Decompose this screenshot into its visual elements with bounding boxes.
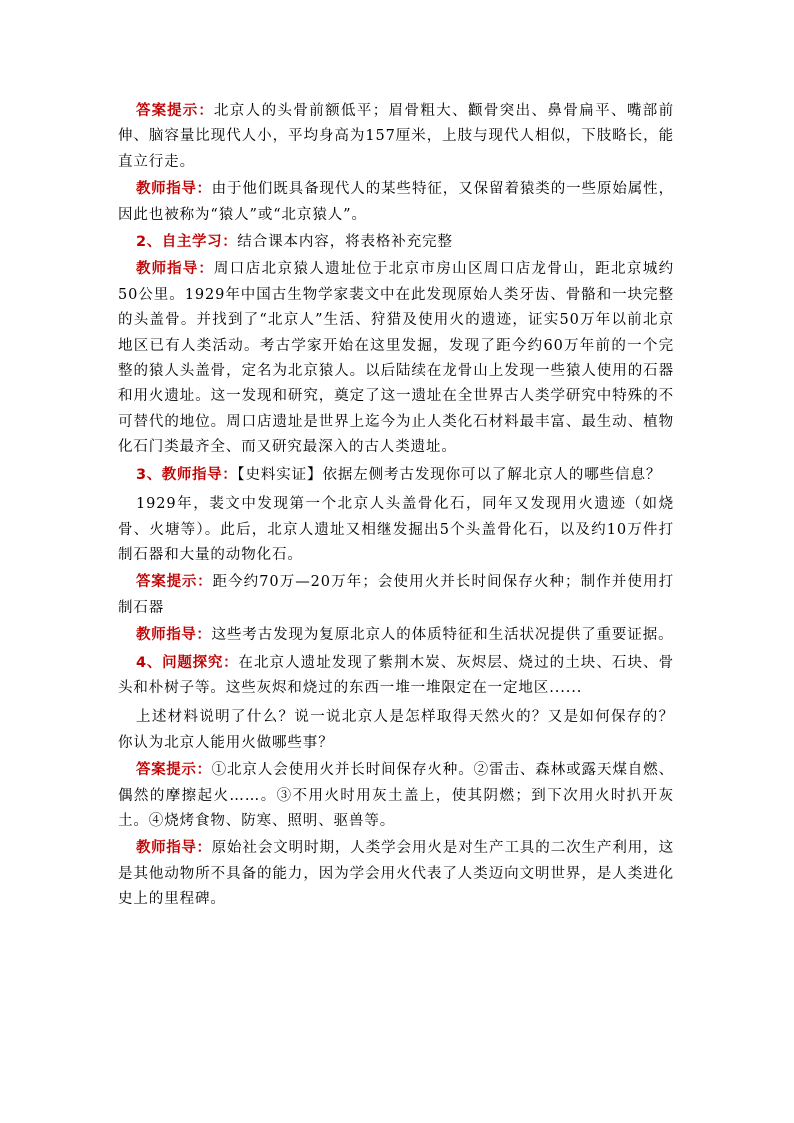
paragraph-text: 1929年，裴文中发现第一个北京人头盖骨化石，同年又发现用火遗迹（如烧骨、火塘等）。此后，北京人遗址又相继发掘出5个头盖骨化石，以及约10万件打制石器和大量的动物化石。 xyxy=(118,496,674,563)
teacher-guide-label: 教师指导： xyxy=(136,181,212,198)
problem-inquiry-label: 4、问题探究： xyxy=(136,654,239,671)
paragraph-teacher-guide-2 xyxy=(118,257,674,460)
answer-hint-label: 答案提示： xyxy=(136,103,214,119)
paragraph-text: 由于他们既具备现代人的某些特征，又保留着猿类的一些原始属性，因此也被称为“猿人”或“北京猿人”。 xyxy=(118,181,675,223)
answer-hint-label: 答案提示： xyxy=(136,762,212,779)
paragraph-answer-hint-3 xyxy=(118,758,674,834)
self-study-label: 2、自主学习： xyxy=(136,234,238,251)
paragraph-text: 周口店北京猿人遗址位于北京市房山区周口店龙骨山，距北京城约50公里。1929年中国古生物学家裴文中在此发现原始人类牙齿、骨骼和一块完整的头盖骨。并找到了“北京人”生活、狩猎及使用火的遗迹，证实50万年以前北京地区已有人类活动。考古学家开始在这里发掘，发现了距今约60万年前的一个完整的猿人头盖骨，定名为北京猿人。以后陆续在龙骨山上发现一些猿人使用的石器和用火遗址。这一发现和研究，奠定了这一遗址在全世界古人类学研究中特殊的不可替代的地位。周口店遗址是世界上迄今为止人类化石材料最丰富、最生动、植物化石门类最齐全、而又研究最深入的古人类遗址。 xyxy=(118,261,675,456)
paragraph-text: 上述材料说明了什么？说一说北京人是怎样取得天然火的？又是如何保存的？你认为北京人能用火做哪些事？ xyxy=(118,709,674,751)
paragraph-historical-material xyxy=(118,492,674,568)
answer-hint-label: 答案提示： xyxy=(136,574,213,591)
paragraph-text: 北京人的头骨前额低平；眉骨粗大、颧骨突出、鼻骨扁平、嘴部前伸、脑容量比现代人小，平均身高为157厘米，上肢与现代人相似，下肢略长，能直立行走。 xyxy=(118,103,675,170)
document-body xyxy=(118,99,674,913)
paragraph-text: 原始社会文明时期，人类学会用火是对生产工具的二次生产利用，这是其他动物所不具备的能力，因为学会用火代表了人类迈向文明世界，是人类进化史上的里程碑。 xyxy=(118,840,675,908)
paragraph-text: 结合课本内容，将表格补充完整 xyxy=(237,234,453,251)
paragraph-text: 距今约70万—20万年；会使用火并长时间保存火种；制作并使用打制石器 xyxy=(118,574,674,616)
paragraph-teacher-guide-1 xyxy=(118,177,674,228)
paragraph-text: 【史料实证】依据左侧考古发现你可以了解北京人的哪些信息？ xyxy=(237,466,662,483)
paragraph-text: ①北京人会使用火并长时间保存火种。②雷击、森林或露天煤自燃、偶然的摩擦起火……。③不用火时用灰土盖上，使其阴燃；到下次用火时扒开灰土。④烧烤食物、防寒、照明、驱兽等。 xyxy=(118,762,675,829)
paragraph-problem-inquiry xyxy=(118,651,674,702)
teacher-guide-label: 教师指导： xyxy=(136,261,214,278)
paragraph-answer-hint-1 xyxy=(118,99,674,175)
paragraph-text: 这些考古发现为复原北京人的体质特征和生活状况提供了重要证据。 xyxy=(211,627,674,644)
paragraph-text: 在北京人遗址发现了紫荆木炭、灰烬层、烧过的土块、石块、骨头和朴树子等。这些灰烬和烧过的东西一堆一堆限定在一定地区...... xyxy=(118,654,674,696)
paragraph-teacher-guide-4 xyxy=(118,623,674,648)
paragraph-teacher-guide-3 xyxy=(118,463,674,488)
paragraph-teacher-guide-5 xyxy=(118,836,674,912)
paragraph-questions xyxy=(118,705,674,756)
teacher-guide-label: 教师指导： xyxy=(136,840,212,857)
paragraph-answer-hint-2 xyxy=(118,570,674,621)
teacher-guide-label: 教师指导： xyxy=(136,627,212,644)
paragraph-self-study xyxy=(118,230,674,255)
teacher-guide-label: 3、教师指导： xyxy=(136,466,238,483)
